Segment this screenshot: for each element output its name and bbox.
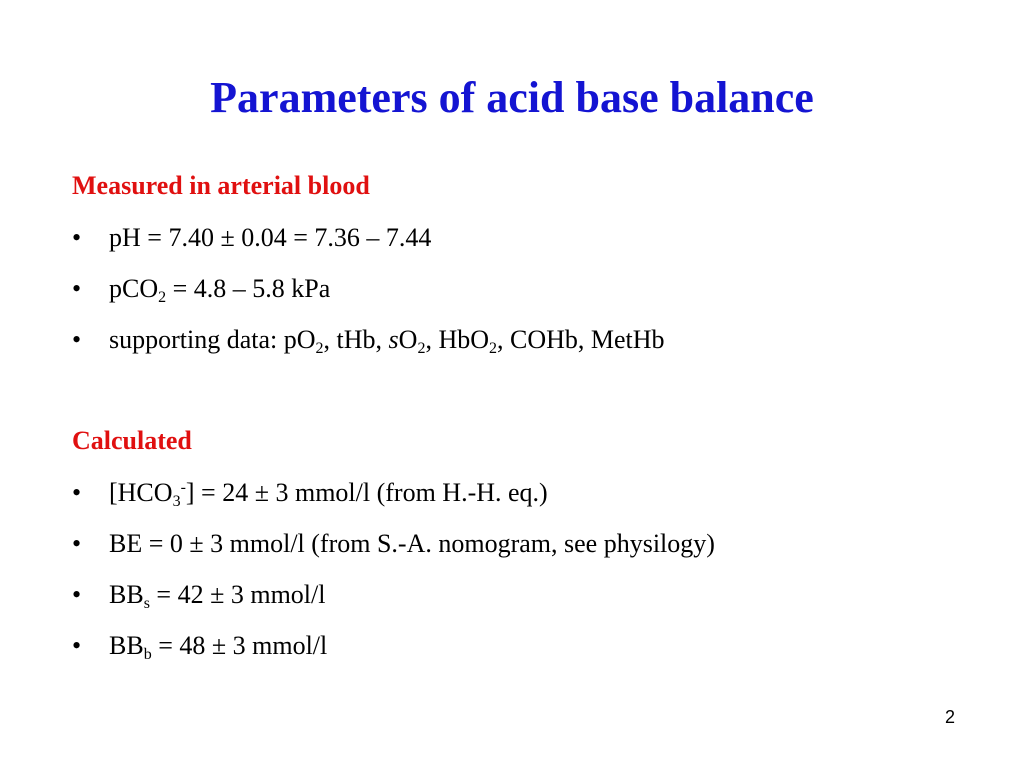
calculated-heading: Calculated [72,426,192,455]
bullet-dot: • [72,325,82,354]
bullet-text: BE = 0 ± 3 mmol/l (from S.-A. nomogram, see physilogy) [109,529,715,558]
bullet-dot: • [72,274,82,303]
bullet-dot: • [72,631,82,660]
bullet-text: $BB_b = 48 \pm 3$ mmol/l [109,631,328,663]
bullet-text: pH = 7.40 ± 0.04 = 7.36 – 7.44 [109,223,432,252]
bullet-dot: • [72,478,82,507]
bullet-text: $[HCO_3^-] = 24 \pm 3$ mmol/l (from H.-H. eq.) [109,478,548,510]
bullet-dot: • [72,223,82,252]
bullet-dot: • [72,529,82,558]
slide-title: Parameters of acid base balance [210,73,814,122]
bullet-text: $BB_s = 42 \pm 3$ mmol/l [109,580,326,612]
page-number: 2 [945,707,956,727]
bullet-text: pCO$_2$ = 4.8 – 5.8 kPa [109,274,331,306]
measured-heading: Measured in arterial blood [72,171,370,200]
bullet-dot: • [72,580,82,609]
bullet-text: supporting data: $pO_2$, tHb, $sO_2$, HbO$_2$, COHb, MetHb [109,325,665,357]
